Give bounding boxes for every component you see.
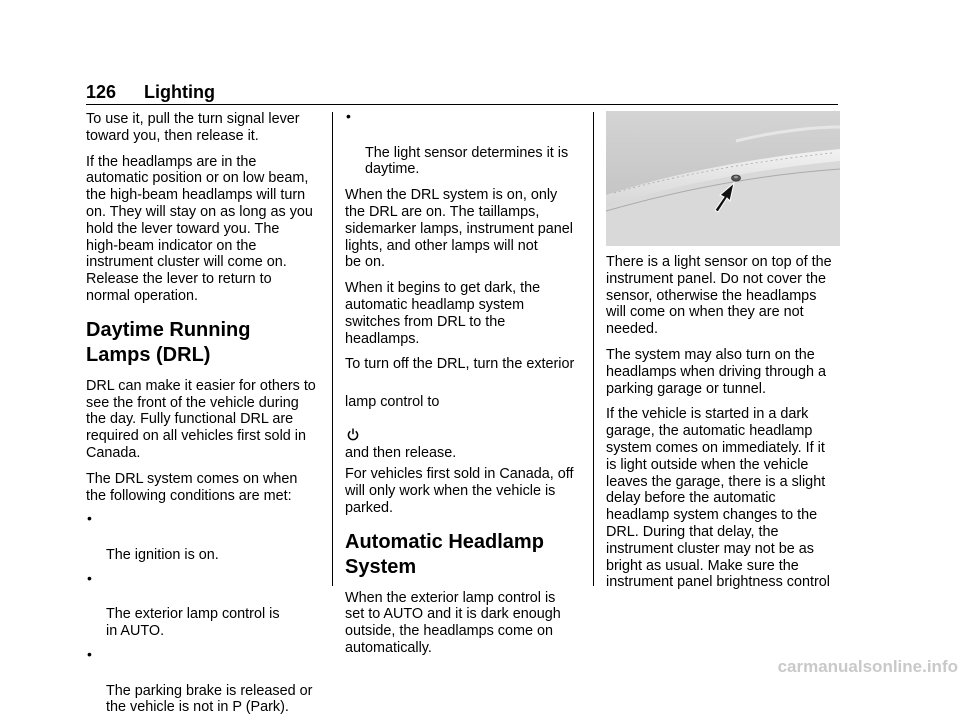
paragraph-light-sensor: There is a light sensor on top of the instrument panel. Do not cover the sensor, otherwise the headlamps will come on when they are not needed. — [606, 254, 832, 338]
bullet-dot-icon: • — [87, 569, 92, 586]
text-before-icon: lamp control to — [345, 393, 440, 410]
paragraph-drl-intro: DRL can make it easier for others to see the front of the vehicle during the day. Fully functional DRL are required on all vehicles first sold in Canada. — [86, 377, 316, 461]
list-item — [345, 108, 581, 178]
light-sensor-illustration — [606, 111, 840, 246]
power-icon — [347, 411, 359, 446]
paragraph-canada: For vehicles first sold in Canada, off will only work when the vehicle is parked. — [345, 466, 574, 516]
column-divider-2 — [593, 112, 594, 586]
page-header — [86, 82, 838, 104]
column-divider-1 — [332, 112, 333, 586]
column-3 — [606, 111, 840, 600]
list-item — [86, 645, 322, 716]
paragraph-drl-conditions: The DRL system comes on when the following conditions are met: — [86, 470, 298, 504]
header-rule — [86, 104, 838, 105]
paragraph-dark-garage: If the vehicle is started in a dark garage, the automatic headlamp system comes on immediately. If it is light outside when the vehicle leaves the garage, there is a slight delay before the automatic headlamp system changes to the DRL. During that delay, the instrument cluster may not be as bright as usual. Make sure the instrument panel brightness control — [606, 406, 830, 591]
paragraph-drl-on: When the DRL system is on, only the DRL are on. The taillamps, sidemarker lamps, instrument panel lights, and other lamps will not be on. — [345, 187, 573, 271]
page-number: 126 — [86, 82, 117, 102]
bullet-dot-icon: • — [346, 108, 351, 124]
paragraph-garage-tunnel: The system may also turn on the headlamps when driving through a parking garage or tunnel. — [606, 346, 826, 397]
paragraph-dark: When it begins to get dark, the automatic headlamp system switches from DRL to the headlamps. — [345, 280, 541, 347]
section-title: Lighting — [144, 82, 215, 102]
list-item-text: The exterior lamp control is in AUTO. — [106, 606, 280, 640]
list-item — [86, 510, 322, 563]
paragraph-high-beam: If the headlamps are in the automatic position or on low beam, the high-beam headlamps will turn on. They will stay on as long as you hold the lever toward you. The high-beam indicator on the instrument cluster will come on. Release the lever to return to normal operation. — [86, 153, 313, 304]
heading-drl: Daytime Running Lamps (DRL) — [86, 318, 251, 366]
heading-auto-headlamp: Automatic Headlamp System — [345, 530, 544, 578]
list-item-text: The ignition is on. — [106, 546, 219, 563]
paragraph-turn-off-line1: To turn off the DRL, turn the exterior — [345, 356, 575, 373]
list-item — [86, 569, 322, 640]
column-2 — [345, 108, 581, 666]
paragraph-turn-off-line2 — [345, 377, 581, 462]
paragraph-turn-signal: To use it, pull the turn signal lever toward you, then release it. — [86, 111, 300, 144]
watermark: carmanualsonline.info — [777, 657, 958, 676]
list-item-text: The parking brake is released or the vehicle is not in P (Park). — [106, 682, 313, 716]
bullet-dot-icon: • — [87, 510, 92, 527]
list-item-text: The light sensor determines it is daytime. — [365, 144, 569, 178]
text-after-icon: and then release. — [345, 445, 457, 462]
bullet-dot-icon: • — [87, 645, 92, 662]
column-1 — [86, 111, 322, 725]
paragraph-auto-headlamp: When the exterior lamp control is set to AUTO and it is dark enough outside, the headlamps come on automatically. — [345, 589, 561, 656]
